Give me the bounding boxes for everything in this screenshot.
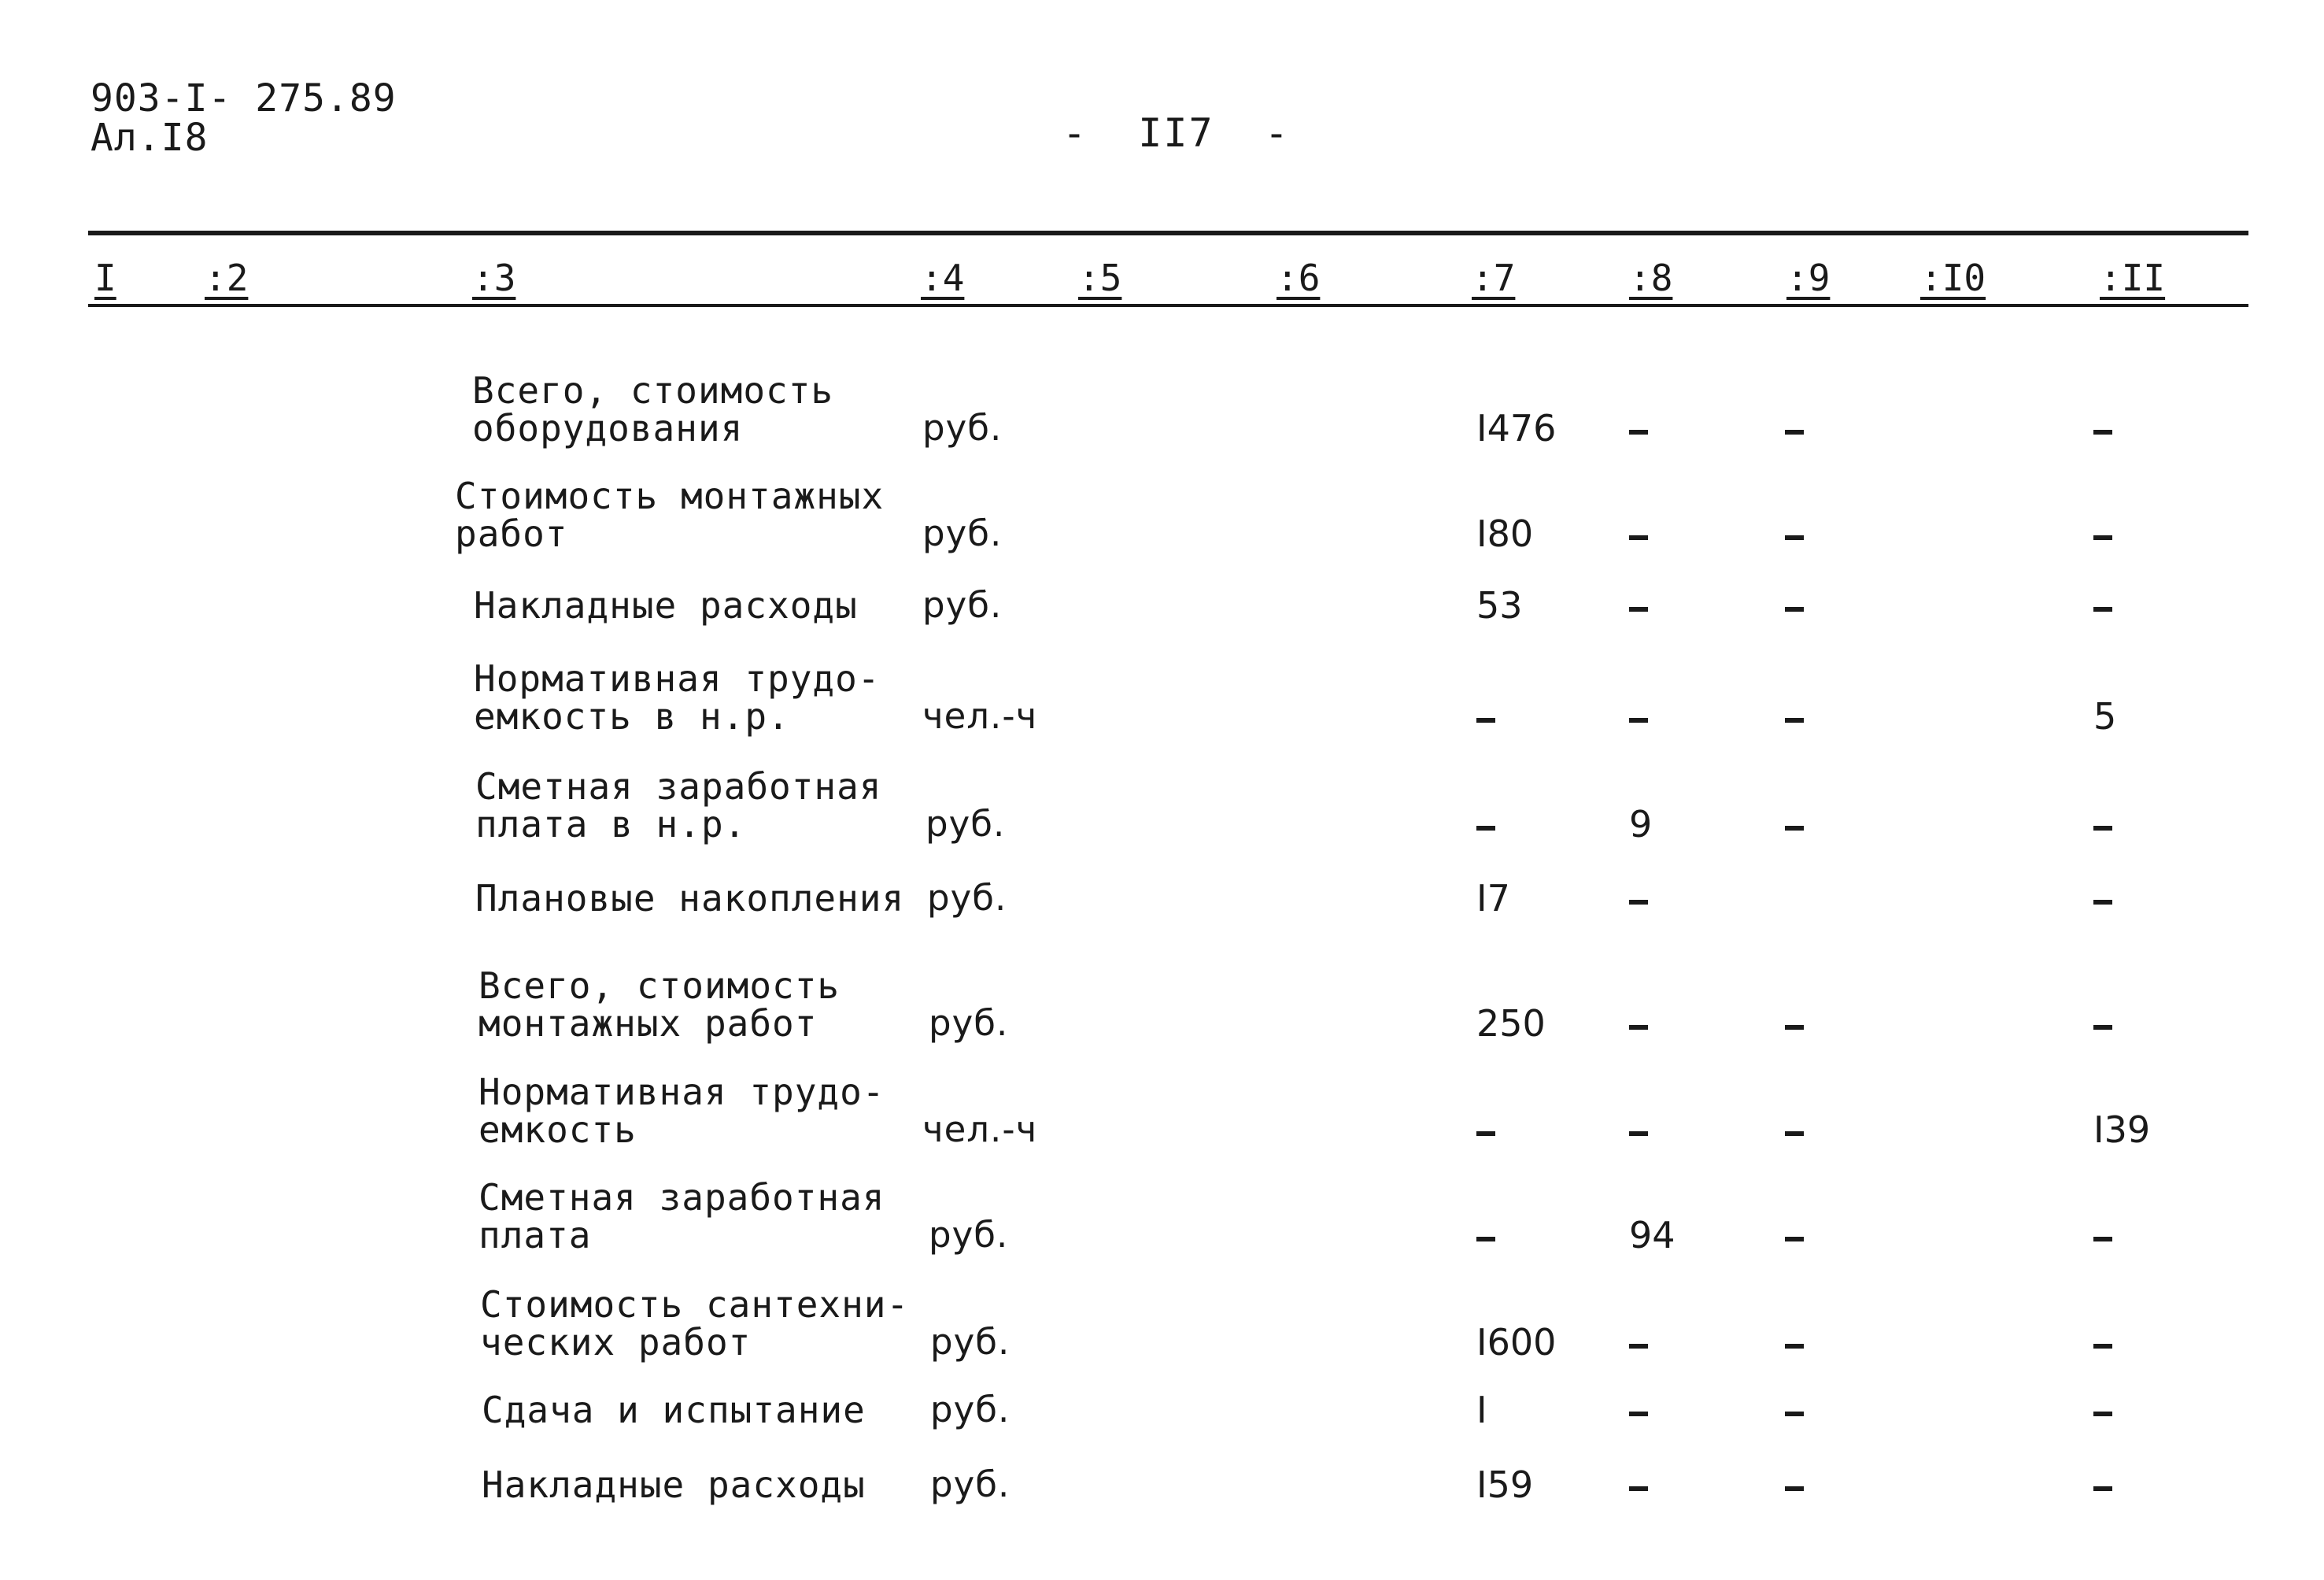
dash-text [1785,520,1790,528]
dash-mark-col11 [2093,430,2112,435]
row-unit: руб. [927,877,1007,919]
dash-mark-col11 [2093,607,2112,612]
row-name-line2: емкость [478,1108,637,1151]
dash-mark-col9 [1785,1131,1804,1136]
document-code-line2: Ал.I8 [91,116,209,160]
dash-text [1476,1221,1481,1230]
row-name-line2: монтажных работ [478,1002,818,1045]
dash-text [1629,702,1634,711]
dash-mark-col9 [1785,1237,1804,1241]
dash-mark-col8 [1629,1131,1648,1136]
value-col7: I600 [1476,1321,1557,1364]
column-header-9: :9 [1786,257,1831,299]
row-unit: руб. [930,1389,1011,1430]
dash-mark-col11 [2093,1486,2112,1491]
row-unit: руб. [922,512,1003,554]
column-header-7: :7 [1472,257,1516,299]
dash-text [1785,414,1790,423]
dash-mark-col9 [1785,826,1804,831]
dash-mark-col9 [1785,1025,1804,1030]
value-col11: I39 [2093,1108,2151,1151]
dash-text [2093,1009,2098,1018]
row-unit: руб. [930,1463,1011,1505]
dash-mark-col11 [2093,826,2112,831]
dash-mark-col11 [2093,900,2112,905]
column-header-1: I [94,257,116,299]
column-header-2: :2 [205,257,249,299]
value-col8: 9 [1629,803,1653,846]
header-top-rule [88,231,2248,235]
dash-text [2093,810,2098,819]
row-unit: руб. [929,1002,1009,1044]
row-name-line1: Сметная заработная [478,1176,885,1219]
dash-text [1785,1328,1790,1337]
dash-text [1785,1009,1790,1018]
dash-text [1476,1116,1481,1124]
dash-mark-col11 [2093,1344,2112,1349]
dash-text [1785,591,1790,600]
header-bottom-rule [88,304,2248,307]
value-col7: I [1476,1389,1487,1431]
dash-mark-col8 [1629,718,1648,723]
dash-mark-col8 [1629,430,1648,435]
dash-mark-col11 [2093,1025,2112,1030]
column-header-8: :8 [1629,257,1673,299]
column-header-5: :5 [1078,257,1122,299]
value-col7: I80 [1476,512,1534,555]
dash-text [2093,1396,2098,1404]
dash-mark-col8 [1629,1486,1648,1491]
dash-mark-col7 [1476,1237,1495,1241]
dash-mark-col8 [1629,535,1648,540]
column-header-11: :II [2100,257,2166,299]
dash-mark-col9 [1785,1412,1804,1416]
row-name-line2: работ [455,512,568,555]
row-name-line2: плата в н.р. [475,803,747,846]
value-col7: 250 [1476,1002,1546,1045]
column-header-4: :4 [921,257,965,299]
dash-text [1629,884,1634,893]
row-unit: чел.-ч [922,695,1038,737]
dash-mark-col9 [1785,535,1804,540]
column-header-6: :6 [1277,257,1321,299]
row-unit: чел.-ч [922,1108,1038,1150]
dash-text [2093,1221,2098,1230]
dash-text [1785,1396,1790,1404]
dash-text [2093,520,2098,528]
row-name-line1: Плановые накопления [475,877,905,920]
dash-text [1476,702,1481,711]
document-code-line1: 903-I- 275.89 [91,76,397,120]
row-unit: руб. [922,407,1003,449]
dash-text [1785,1471,1790,1479]
row-name-line1: Стоимость сантехни- [480,1283,910,1326]
row-unit: руб. [926,803,1006,845]
dash-mark-col8 [1629,1412,1648,1416]
row-name-line2: оборудования [472,407,744,450]
value-col8: 94 [1629,1214,1676,1256]
dash-mark-col8 [1629,900,1648,905]
dash-mark-col9 [1785,718,1804,723]
row-name-line1: Сдача и испытание [482,1389,866,1431]
dash-text [1629,1116,1634,1124]
row-name-line1: Сметная заработная [475,765,882,808]
row-unit: руб. [929,1214,1009,1256]
dash-text [1629,591,1634,600]
dash-mark-col8 [1629,1344,1648,1349]
dash-text [2093,1328,2098,1337]
page-number: - II7 - [1062,110,1290,156]
dash-text [2093,1471,2098,1479]
dash-text [1629,1396,1634,1404]
column-header-3: :3 [472,257,516,299]
row-name-line1: Нормативная трудо- [474,657,881,700]
row-unit: руб. [922,584,1003,626]
row-name-line2: ческих работ [480,1321,752,1364]
dash-text [1785,702,1790,711]
row-unit: руб. [930,1321,1011,1363]
dash-text [1629,520,1634,528]
value-col7: I59 [1476,1463,1534,1506]
dash-mark-col8 [1629,607,1648,612]
dash-mark-col7 [1476,826,1495,831]
dash-text [1785,1116,1790,1124]
dash-mark-col8 [1629,1025,1648,1030]
document-code [91,76,397,160]
dash-text [2093,414,2098,423]
dash-mark-col9 [1785,607,1804,612]
dash-mark-col9 [1785,1344,1804,1349]
dash-mark-col11 [2093,1412,2112,1416]
value-col7: I476 [1476,407,1557,450]
row-name-line2: плата [478,1214,592,1256]
dash-text [1629,1471,1634,1479]
row-name-line1: Стоимость монтажных [455,475,885,517]
dash-mark-col9 [1785,1486,1804,1491]
value-col7: 53 [1476,584,1523,627]
row-name-line1: Накладные расходы [482,1463,866,1506]
value-col7: I7 [1476,877,1510,920]
dash-text [1476,810,1481,819]
dash-mark-col7 [1476,1131,1495,1136]
row-name-line1: Накладные расходы [474,584,858,627]
dash-mark-col7 [1476,718,1495,723]
row-name-line1: Всего, стоимость [478,964,841,1007]
row-name-line1: Нормативная трудо- [478,1071,885,1113]
dash-mark-col11 [2093,535,2112,540]
column-header-10: :I0 [1920,257,1986,299]
dash-text [1629,1009,1634,1018]
dash-text [1629,1328,1634,1337]
dash-text [2093,884,2098,893]
dash-text [2093,591,2098,600]
dash-mark-col9 [1785,430,1804,435]
dash-text [1785,1221,1790,1230]
row-name-line2: емкость в н.р. [474,695,790,738]
row-name-line1: Всего, стоимость [472,369,834,412]
dash-text [1629,414,1634,423]
dash-text [1785,810,1790,819]
dash-mark-col11 [2093,1237,2112,1241]
value-col11: 5 [2093,695,2117,738]
